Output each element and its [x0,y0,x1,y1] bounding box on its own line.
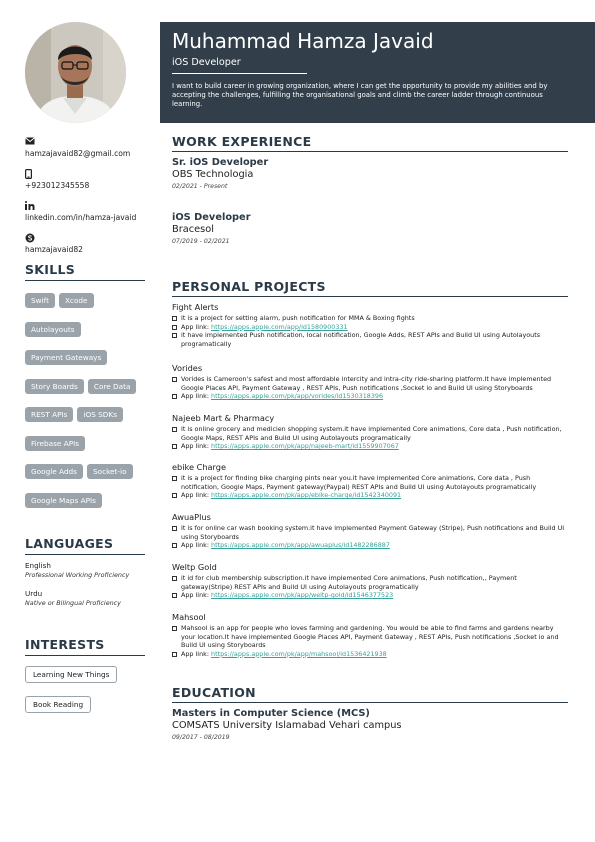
full-name: Muhammad Hamza Javaid [172,29,434,53]
school-name: COMSATS University Islamabad Vehari campus [172,720,402,731]
skill-tag: Core Data [88,379,137,394]
skill-tag: iOS SDKs [77,407,123,422]
personal-projects-heading: PERSONAL PROJECTS [172,279,568,297]
skill-row [25,488,150,517]
project-entry [172,363,568,401]
app-store-link[interactable]: https://apps.apple.com/pk/app/weltp-gold/id1546377523 [211,591,394,599]
phone-text: +923012345558 [25,181,90,190]
project-entry [172,413,568,451]
skill-tag: Xcode [59,293,94,308]
work-experience-heading: WORK EXPERIENCE [172,134,568,152]
interest-tag: Learning New Things [25,666,117,683]
app-store-link[interactable]: https://apps.apple.com/pk/app/ebike-charge/id1542340091 [211,491,402,499]
summary-text: I want to build career in growing organization, where I can get the opportunity to provide my abilities and by accepting the challenges, fulfilling the organisational goals and climb the career ladder through continuous learning. [172,82,548,108]
skill-row [25,288,150,317]
job-company: Bracesol [172,224,214,235]
skill-tag: Autolayouts [25,322,81,337]
app-store-link[interactable]: https://apps.apple.com/app/id1580900331 [211,322,348,331]
project-bullet: It is a project for setting alarm, push notification for MMA & Boxing fights [172,314,568,323]
skill-row [25,317,150,346]
skill-row [25,459,150,488]
project-bullet: It is online grocery and medicien shopping system.it have implemented Core animations, Core data , Push notification, Google Maps, REST APIs and Build UI using Autolayouts programatically [172,425,568,442]
app-link-label: App link: [181,491,212,499]
envelope-icon [25,137,150,147]
project-title: Weltp Gold [172,562,217,572]
app-store-link[interactable]: https://apps.apple.com/pk/app/awuaplus/id1482286887 [211,541,390,549]
header-divider [172,73,307,74]
linkedin-icon [25,201,150,211]
job-date: 02/2021 - Present [172,183,228,190]
project-bullet [172,491,568,500]
project-title: Mahsool [172,612,206,622]
language-level: Native or Bilingual Proficiency [25,599,121,607]
app-store-link[interactable]: https://apps.apple.com/pk/app/najeeb-mart/id1559907067 [211,442,399,450]
job-entry [172,157,568,193]
app-link-label: App link: [181,649,212,658]
project-bullet: Mahsool is an app for people who loves farming and gardening. You would be able to find farms and gardens nearby your location.It have implemented Google Places API, Payment Gateway , REST APIs, Push notifications ,Socket io and Build UI using Storyboards [172,624,568,650]
project-title: Fight Alerts [172,302,219,312]
phone-icon [25,169,150,179]
language-level: Professional Working Proficiency [25,571,130,579]
job-role: iOS Developer [172,57,241,68]
project-bullet: it have implemented Push notification, local notification, Google Adds, REST APIs and Build UI using Autolayouts programatically [172,331,568,348]
skill-tag: Firebase APIs [25,436,85,451]
language-item [25,561,150,580]
header-banner [160,22,595,123]
project-bullet [172,442,568,451]
skill-tag: Payment Gateways [25,350,107,365]
contact-list [25,137,150,265]
job-title: Sr. iOS Developer [172,157,269,168]
project-bullet [172,650,568,659]
app-link-label: App link: [181,392,212,400]
project-title: AwuaPlus [172,512,211,522]
skype-text: hamzajavaid82 [25,245,84,254]
project-bullet [172,591,568,600]
project-bullet [172,323,568,332]
languages-heading: LANGUAGES [25,536,145,555]
job-company: OBS Technologia [172,169,254,180]
interest-tag: Book Reading [25,696,91,713]
app-link-label: App link: [181,591,212,599]
job-date: 07/2019 - 02/2021 [172,238,230,245]
project-bullet: Vorides is Cameroon's safest and most affordable intercity and intra-city ride-sharing platform.It have implemented Google Places API, Payment Gateway , REST APIs, Push notifications ,Socket io and Build UI using Storyboards [172,375,568,392]
job-title: iOS Developer [172,212,251,223]
degree-title: Masters in Computer Science (MCS) [172,708,370,719]
skill-tag: Socket-io [87,464,133,479]
interests-list [25,662,150,722]
skill-row [25,431,150,460]
education-heading: EDUCATION [172,685,568,703]
contact-skype[interactable] [25,233,150,255]
skill-row [25,402,150,431]
languages-list [25,561,150,617]
project-bullet: it id for club membership subscription.it have implemented Core animations, Push notification,, Payment gateway(Stripe) REST APIs and Build UI using Autolayouts programatically [172,574,568,591]
project-entry [172,562,568,600]
skills-list [25,288,150,516]
skill-tag: Story Boards [25,379,84,394]
language-name: English [25,561,51,570]
interests-heading: INTERESTS [25,637,145,656]
language-item [25,589,150,608]
app-link-label: App link: [181,442,212,450]
skill-tag: Google Maps APIs [25,493,102,508]
app-link-label: App link: [181,541,212,549]
project-entry [172,612,568,658]
skill-row [25,374,150,403]
skype-icon [25,233,150,243]
skill-tag: Swift [25,293,55,308]
project-title: Vorides [172,363,203,373]
email-text: hamzajavaid82@gmail.com [25,149,131,158]
contact-phone[interactable] [25,169,150,191]
project-entry [172,512,568,550]
app-store-link[interactable]: https://apps.apple.com/pk/app/mahsool/id1536421938 [211,649,387,658]
project-bullet [172,392,568,401]
project-title: Najeeb Mart & Pharmacy [172,413,275,423]
job-entry [172,212,568,248]
project-title: ebike Charge [172,462,226,472]
contact-email[interactable] [25,137,150,159]
linkedin-text: linkedin.com/in/hamza-javaid [25,213,137,222]
app-link-label: App link: [181,322,212,331]
project-entry [172,462,568,500]
skill-tag: REST APIs [25,407,73,422]
project-bullet: it is a project for finding bike charging pints near you.it have implemented Core animations, Core data , Push notification, Google Maps, Payment gateway(Paypal) REST APIs and Build UI using Autolayouts programatically [172,474,568,491]
contact-linkedin[interactable] [25,201,150,223]
education-entry [172,708,568,744]
skill-row [25,345,150,374]
skills-heading: SKILLS [25,262,145,281]
app-store-link[interactable]: https://apps.apple.com/pk/app/vorides/id1530318396 [211,392,384,400]
project-bullet: It is for online car wash booking system.it have implemented Payment Gateway (Stripe), Push notifications and Build UI using Storyboards [172,524,568,541]
education-date: 09/2017 - 08/2019 [172,734,230,741]
project-bullet [172,541,568,550]
skill-tag: Google Adds [25,464,83,479]
project-entry [172,302,568,348]
profile-photo [25,22,126,123]
language-name: Urdu [25,589,43,598]
